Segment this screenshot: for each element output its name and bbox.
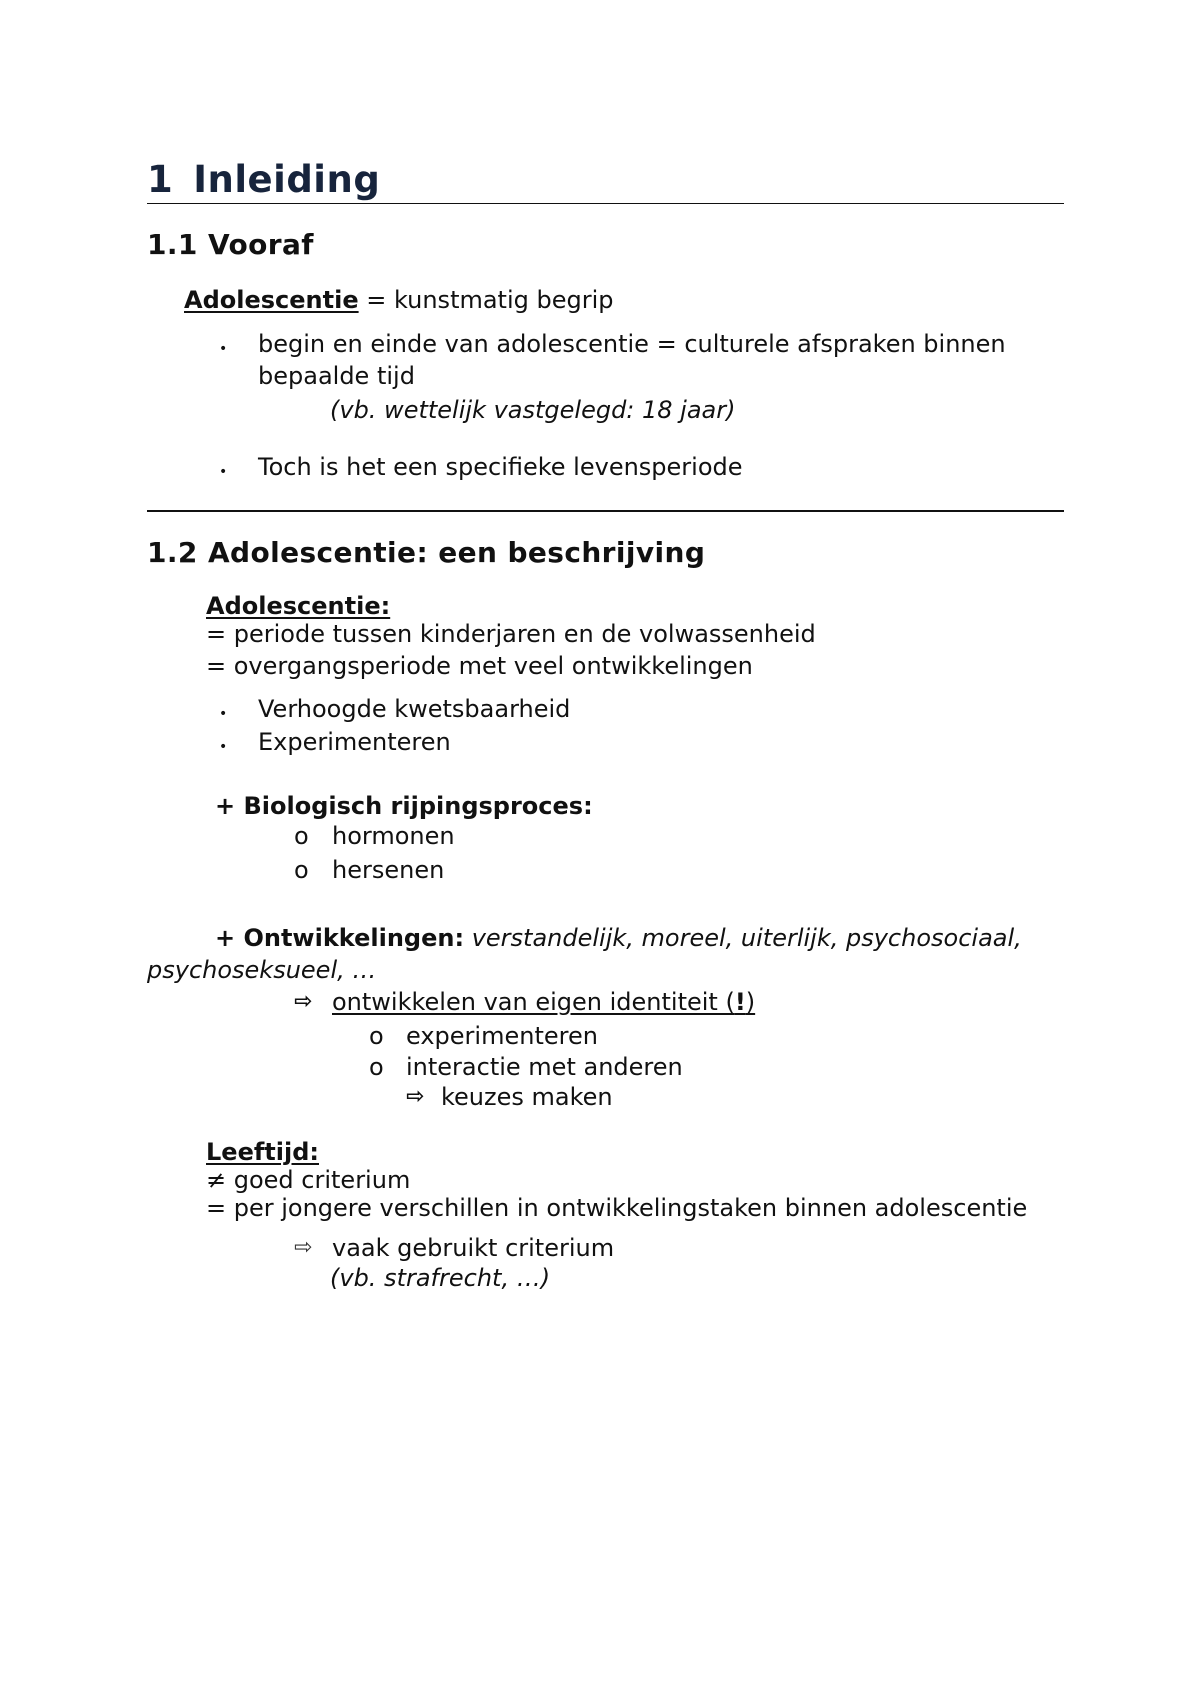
bullet-icon: • [219, 341, 228, 357]
leeftijd-line-1: ≠ goed criterium [206, 1166, 411, 1194]
chapter-heading [147, 158, 380, 201]
keuzes-maken: keuzes maken [441, 1083, 613, 1111]
term-adolescentie: Adolescentie [184, 286, 359, 314]
item-hormonen: hormonen [332, 822, 455, 850]
arrow-right-icon: ⇨ [406, 1084, 425, 1109]
circle-bullet-icon: o [369, 1022, 384, 1050]
section-divider [147, 510, 1064, 512]
bullet-kwetsbaarheid: Verhoogde kwetsbaarheid [258, 695, 571, 723]
ontwikkelingen-label: + Ontwikkelingen: [215, 924, 465, 952]
definition-line-2: = overgangsperiode met veel ontwikkelingen [206, 652, 753, 680]
item-interactie: interactie met anderen [406, 1053, 683, 1081]
bullet-icon: • [219, 464, 228, 480]
identiteit-close: ) [745, 988, 756, 1016]
bullet-2-line-1: Toch is het een specifieke levensperiode [258, 453, 743, 481]
vaak-gebruikt-criterium: vaak gebruikt criterium [332, 1234, 615, 1262]
bullet-experimenteren: Experimenteren [258, 728, 451, 756]
leeftijd-line-2: = per jongere verschillen in ontwikkelingstaken binnen adolescentie [206, 1194, 1028, 1222]
identiteit-line [332, 986, 755, 1018]
leeftijd-example: (vb. strafrecht, …) [330, 1264, 551, 1292]
term-leeftijd: Leeftijd: [206, 1138, 319, 1166]
bullet-icon: • [219, 739, 228, 755]
bullet-1-example: (vb. wettelijk vastgelegd: 18 jaar) [330, 396, 736, 424]
term-adolescentie-2: Adolescentie: [206, 592, 391, 620]
arrow-right-icon: ⇨ [294, 989, 313, 1014]
chapter-title: Inleiding [193, 158, 381, 201]
bullet-icon: • [219, 706, 228, 722]
section-1-2-title: 1.2 Adolescentie: een beschrijving [147, 536, 706, 569]
section-1-1-title: 1.1 Vooraf [147, 228, 314, 261]
definition-line-1: = periode tussen kinderjaren en de volwassenheid [206, 620, 816, 648]
ontwikkelingen-types: verstandelijk, moreel, uiterlijk, psychosociaal, [464, 924, 1022, 952]
circle-bullet-icon: o [294, 822, 309, 850]
exclamation-mark: ! [734, 988, 746, 1016]
bullet-1-line-2: bepaalde tijd [258, 362, 415, 390]
bullet-1-line-1: begin en einde van adolescentie = culturele afspraken binnen [258, 330, 1006, 358]
definition-text: = kunstmatig begrip [358, 286, 614, 314]
item-experimenteren: experimenteren [406, 1022, 598, 1050]
circle-bullet-icon: o [369, 1053, 384, 1081]
biologisch-label: + Biologisch rijpingsproces: [215, 792, 593, 820]
chapter-underline [147, 203, 1064, 204]
adolescentie-definition [184, 284, 614, 316]
arrow-right-outline-icon: ⇨ [294, 1235, 313, 1260]
circle-bullet-icon: o [294, 856, 309, 884]
item-hersenen: hersenen [332, 856, 445, 884]
chapter-number: 1 [147, 158, 174, 201]
ontwikkelingen-line-1 [215, 922, 1022, 954]
ontwikkelingen-line-2: psychoseksueel, … [147, 956, 377, 984]
identiteit-text: ontwikkelen van eigen identiteit ( [332, 988, 735, 1016]
